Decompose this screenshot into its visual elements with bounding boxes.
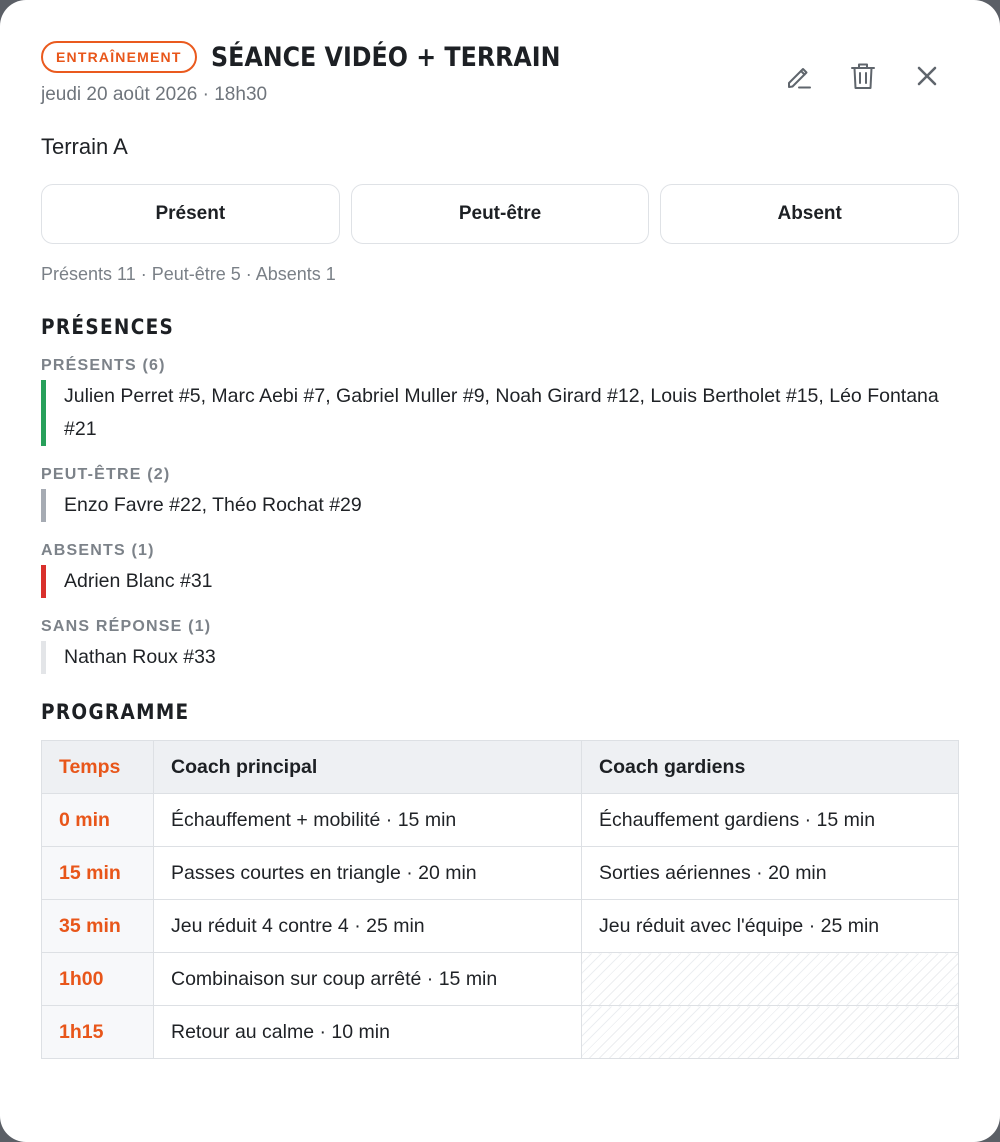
rsvp-summary: Présents 11 · Peut-être 5 · Absents 1 [41, 264, 336, 284]
empty-cell [582, 1006, 959, 1059]
close-icon [915, 64, 939, 88]
time-cell: 0 min [42, 794, 154, 847]
time-cell: 1h00 [42, 953, 154, 1006]
group-label: ABSENTS (1) [41, 542, 155, 559]
attendance-group-present [41, 357, 959, 446]
table-row [42, 794, 959, 847]
column-header-time: Temps [42, 741, 154, 794]
group-label: SANS RÉPONSE (1) [41, 618, 212, 635]
title-row [41, 41, 608, 73]
rsvp-maybe-button[interactable]: Peut-être [351, 184, 650, 244]
time-cell: 35 min [42, 900, 154, 953]
time-cell: 1h15 [42, 1006, 154, 1059]
attendance-group-maybe [41, 466, 959, 522]
goalkeeper-coach-cell: Échauffement gardiens · 15 min [582, 794, 959, 847]
program-title: PROGRAMME [41, 700, 190, 724]
header-actions [767, 56, 959, 96]
attendance-group-absent [41, 542, 959, 598]
group-names: Enzo Favre #22, Théo Rochat #29 [41, 489, 959, 522]
table-row [42, 900, 959, 953]
column-header-goalkeeper-coach: Coach gardiens [582, 741, 959, 794]
delete-button[interactable] [831, 56, 895, 96]
group-label: PRÉSENTS (6) [41, 357, 166, 374]
table-row [42, 953, 959, 1006]
edit-button[interactable] [767, 56, 831, 96]
goalkeeper-coach-cell: Sorties aériennes · 20 min [582, 847, 959, 900]
table-row [42, 847, 959, 900]
close-button[interactable] [895, 56, 959, 96]
goalkeeper-coach-cell: Jeu réduit avec l'équipe · 25 min [582, 900, 959, 953]
rsvp-buttons [41, 184, 959, 244]
table-row [42, 1006, 959, 1059]
main-coach-cell: Échauffement + mobilité · 15 min [154, 794, 582, 847]
event-location: Terrain A [41, 134, 128, 159]
group-names: Adrien Blanc #31 [41, 565, 959, 598]
empty-cell [582, 953, 959, 1006]
program-table [41, 740, 959, 1059]
main-coach-cell: Jeu réduit 4 contre 4 · 25 min [154, 900, 582, 953]
rsvp-absent-button[interactable]: Absent [660, 184, 959, 244]
group-label: PEUT-ÊTRE (2) [41, 466, 171, 483]
rsvp-present-button[interactable]: Présent [41, 184, 340, 244]
modal-header [41, 0, 959, 120]
event-datetime: jeudi 20 août 2026 · 18h30 [41, 84, 268, 105]
group-names: Nathan Roux #33 [41, 641, 959, 674]
trash-icon [849, 61, 877, 91]
attendance-group-no-response [41, 618, 959, 674]
time-cell: 15 min [42, 847, 154, 900]
event-type-badge: ENTRAÎNEMENT [41, 41, 197, 73]
table-header-row [42, 741, 959, 794]
main-coach-cell: Passes courtes en triangle · 20 min [154, 847, 582, 900]
column-header-main-coach: Coach principal [154, 741, 582, 794]
main-coach-cell: Combinaison sur coup arrêté · 15 min [154, 953, 582, 1006]
attendance-title: PRÉSENCES [41, 315, 175, 339]
pencil-icon [784, 61, 814, 91]
main-coach-cell: Retour au calme · 10 min [154, 1006, 582, 1059]
group-names: Julien Perret #5, Marc Aebi #7, Gabriel Muller #9, Noah Girard #12, Louis Bertholet #15, Léo Fontana #21 [41, 380, 959, 446]
event-title: SÉANCE VIDÉO + TERRAIN [210, 41, 561, 73]
